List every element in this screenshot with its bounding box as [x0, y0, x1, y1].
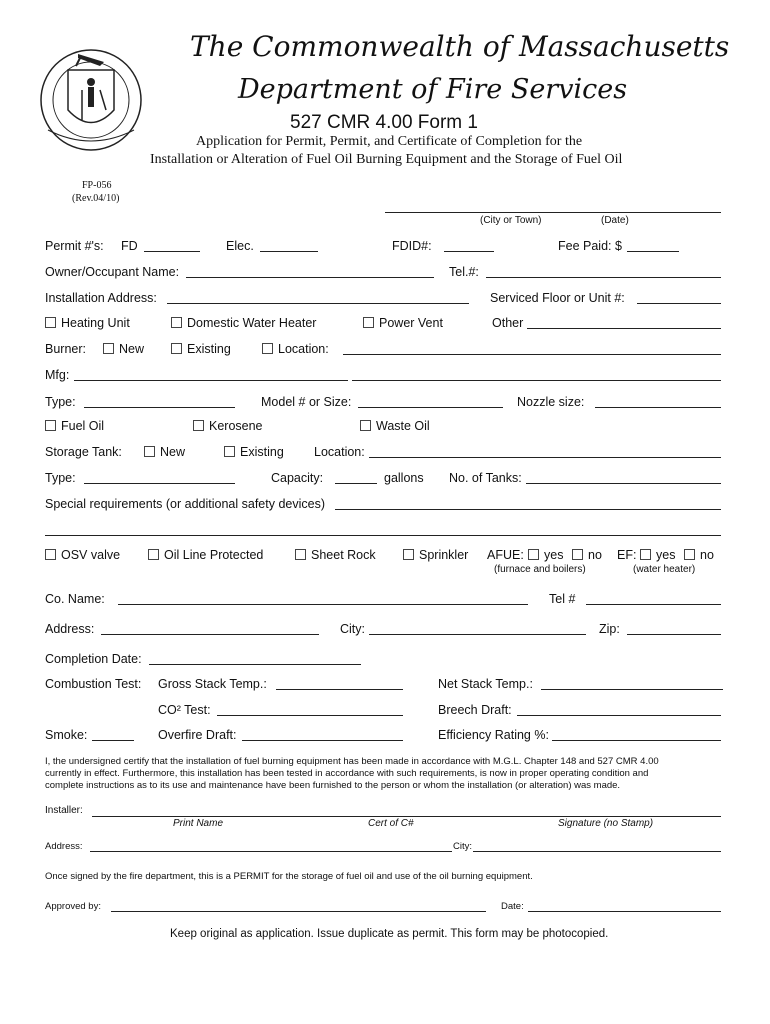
- model-label: Model # or Size:: [261, 395, 352, 409]
- waste-oil-checkbox[interactable]: Waste Oil: [360, 419, 430, 433]
- combustion-label: Combustion Test:: [45, 677, 142, 691]
- smoke-field[interactable]: [92, 740, 134, 741]
- special-label: Special requirements (or additional safety devices): [45, 497, 325, 511]
- install-address-field[interactable]: [167, 303, 469, 304]
- model-field[interactable]: [358, 407, 503, 408]
- type-label: Type:: [45, 395, 76, 409]
- print-name-label: Print Name: [173, 818, 224, 829]
- approved-date-label: Date:: [501, 901, 524, 912]
- heating-unit-checkbox[interactable]: Heating Unit: [45, 316, 130, 330]
- overfire-label: Overfire Draft:: [158, 728, 237, 742]
- burner-label: Burner:: [45, 342, 86, 356]
- ef-yes-checkbox[interactable]: yes: [640, 548, 675, 562]
- title-commonwealth: The Commonwealth of Massachusetts: [190, 30, 730, 63]
- installer-label: Installer:: [45, 805, 83, 816]
- gross-stack-field[interactable]: [276, 689, 403, 690]
- burner-location-field[interactable]: [343, 354, 721, 355]
- company-city-field[interactable]: [369, 634, 586, 635]
- approved-date-field[interactable]: [528, 911, 721, 912]
- company-name-field[interactable]: [118, 604, 528, 605]
- tank-type-field[interactable]: [84, 483, 235, 484]
- afue-no-checkbox[interactable]: no: [572, 548, 602, 562]
- form-number: FP-056: [82, 180, 112, 191]
- gallons-label: gallons: [384, 471, 424, 485]
- title-department: Department of Fire Services: [238, 74, 628, 105]
- power-vent-checkbox[interactable]: Power Vent: [363, 316, 443, 330]
- tanks-label: No. of Tanks:: [449, 471, 522, 485]
- install-address-label: Installation Address:: [45, 291, 157, 305]
- installer-address-label: Address:: [45, 841, 83, 852]
- certify-line-1: I, the undersigned certify that the installation of fuel burning equipment has been made in accordance with M.G.L. Chapter 148 and 527 CMR 4.00: [45, 756, 659, 767]
- company-city-label: City:: [340, 622, 365, 636]
- sprinkler-checkbox[interactable]: Sprinkler: [403, 548, 468, 562]
- other-label: Other: [492, 316, 524, 330]
- company-zip-label: Zip:: [599, 622, 620, 636]
- breech-draft-field[interactable]: [517, 715, 721, 716]
- tanks-field[interactable]: [526, 483, 721, 484]
- nozzle-field[interactable]: [595, 407, 721, 408]
- owner-tel-field[interactable]: [486, 277, 721, 278]
- installer-city-label: City:: [453, 841, 472, 852]
- tank-location-field[interactable]: [369, 457, 721, 458]
- company-address-label: Address:: [45, 622, 95, 636]
- signature-label: Signature (no Stamp): [558, 818, 654, 829]
- installer-address-field[interactable]: [90, 851, 452, 852]
- burner-new-checkbox[interactable]: New: [103, 342, 144, 356]
- tank-existing-checkbox[interactable]: Existing: [224, 445, 284, 459]
- installer-city-field[interactable]: [473, 851, 721, 852]
- completion-date-label: Completion Date:: [45, 652, 142, 666]
- permit-label: Permit #'s:: [45, 239, 104, 253]
- osv-valve-checkbox[interactable]: OSV valve: [45, 548, 120, 562]
- date-label: (Date): [601, 215, 629, 226]
- ef-label: EF:: [617, 548, 637, 562]
- special-field-2[interactable]: [45, 535, 721, 536]
- owner-field[interactable]: [186, 277, 434, 278]
- afue-note: (furnace and boilers): [494, 564, 586, 575]
- sheet-rock-checkbox[interactable]: Sheet Rock: [295, 548, 376, 562]
- floor-field[interactable]: [637, 303, 721, 304]
- capacity-label: Capacity:: [271, 471, 324, 485]
- efficiency-field[interactable]: [552, 740, 721, 741]
- fdid-label: FDID#:: [392, 239, 432, 253]
- certify-line-2: currently in effect. Furthermore, this installation has been tested in accordance with such requirements, is now in proper operating condition and: [45, 768, 649, 779]
- tank-type-label: Type:: [45, 471, 76, 485]
- certify-line-3: complete instructions as to its use and maintenance have been furnished to the person or whom the installation (or alteration) was made.: [45, 780, 621, 791]
- company-name-label: Co. Name:: [45, 592, 105, 606]
- storage-tank-label: Storage Tank:: [45, 445, 122, 459]
- other-field[interactable]: [527, 328, 721, 329]
- city-label: (City or Town): [480, 215, 542, 226]
- completion-date-field[interactable]: [149, 664, 361, 665]
- capacity-field[interactable]: [335, 483, 377, 484]
- footer-note: Keep original as application. Issue duplicate as permit. This form may be photocopied.: [170, 928, 609, 940]
- company-zip-field[interactable]: [627, 634, 721, 635]
- installer-field[interactable]: [92, 816, 721, 817]
- tank-location-label: Location:: [314, 445, 365, 459]
- company-address-field[interactable]: [101, 634, 319, 635]
- fee-label: Fee Paid: $: [558, 239, 622, 253]
- cert-label: Cert of C#: [368, 818, 414, 829]
- mfg-field-2[interactable]: [352, 380, 721, 381]
- kerosene-checkbox[interactable]: Kerosene: [193, 419, 263, 433]
- fuel-oil-checkbox[interactable]: Fuel Oil: [45, 419, 104, 433]
- fee-field[interactable]: [627, 251, 679, 252]
- co2-field[interactable]: [217, 715, 403, 716]
- subtitle-line-1: Application for Permit, Permit, and Certificate of Completion for the: [196, 134, 583, 149]
- company-tel-field[interactable]: [586, 604, 721, 605]
- massachusetts-seal-icon: [38, 40, 144, 152]
- efficiency-label: Efficiency Rating %:: [438, 728, 549, 742]
- mfg-label: Mfg:: [45, 368, 70, 382]
- fdid-field[interactable]: [444, 251, 494, 252]
- elec-label: Elec.: [226, 239, 254, 253]
- burner-existing-checkbox[interactable]: Existing: [171, 342, 231, 356]
- owner-label: Owner/Occupant Name:: [45, 265, 180, 279]
- water-heater-checkbox[interactable]: Domestic Water Heater: [171, 316, 316, 330]
- afue-yes-checkbox[interactable]: yes: [528, 548, 563, 562]
- nozzle-label: Nozzle size:: [517, 395, 585, 409]
- smoke-label: Smoke:: [45, 728, 88, 742]
- fd-field[interactable]: [144, 251, 200, 252]
- ef-note: (water heater): [633, 564, 696, 575]
- ef-no-checkbox[interactable]: no: [684, 548, 714, 562]
- net-stack-field[interactable]: [541, 689, 723, 690]
- overfire-field[interactable]: [242, 740, 403, 741]
- oil-line-checkbox[interactable]: Oil Line Protected: [148, 548, 263, 562]
- floor-label: Serviced Floor or Unit #:: [490, 291, 625, 305]
- elec-field[interactable]: [260, 251, 318, 252]
- tank-new-checkbox[interactable]: New: [144, 445, 185, 459]
- approved-label: Approved by:: [45, 901, 101, 912]
- burner-location-checkbox[interactable]: Location:: [262, 342, 329, 356]
- fd-label: FD: [121, 239, 138, 253]
- type-field[interactable]: [84, 407, 235, 408]
- net-stack-label: Net Stack Temp.:: [438, 677, 533, 691]
- breech-draft-label: Breech Draft:: [438, 703, 512, 717]
- gross-stack-label: Gross Stack Temp.:: [158, 677, 267, 691]
- form-revision: (Rev.04/10): [72, 193, 120, 204]
- subtitle-line-2: Installation or Alteration of Fuel Oil Burning Equipment and the Storage of Fuel Oil: [150, 152, 623, 167]
- approved-field[interactable]: [111, 911, 486, 912]
- mfg-field-1[interactable]: [74, 380, 348, 381]
- permit-note: Once signed by the fire department, this is a PERMIT for the storage of fuel oil and use of the oil burning equipment.: [45, 871, 533, 882]
- afue-label: AFUE:: [487, 548, 524, 562]
- owner-tel-label: Tel.#:: [449, 265, 479, 279]
- form-title: 527 CMR 4.00 Form 1: [290, 112, 478, 133]
- company-tel-label: Tel #: [549, 592, 576, 606]
- co2-label: CO² Test:: [158, 703, 211, 717]
- special-field-1[interactable]: [335, 509, 721, 510]
- city-date-field[interactable]: [385, 212, 721, 213]
